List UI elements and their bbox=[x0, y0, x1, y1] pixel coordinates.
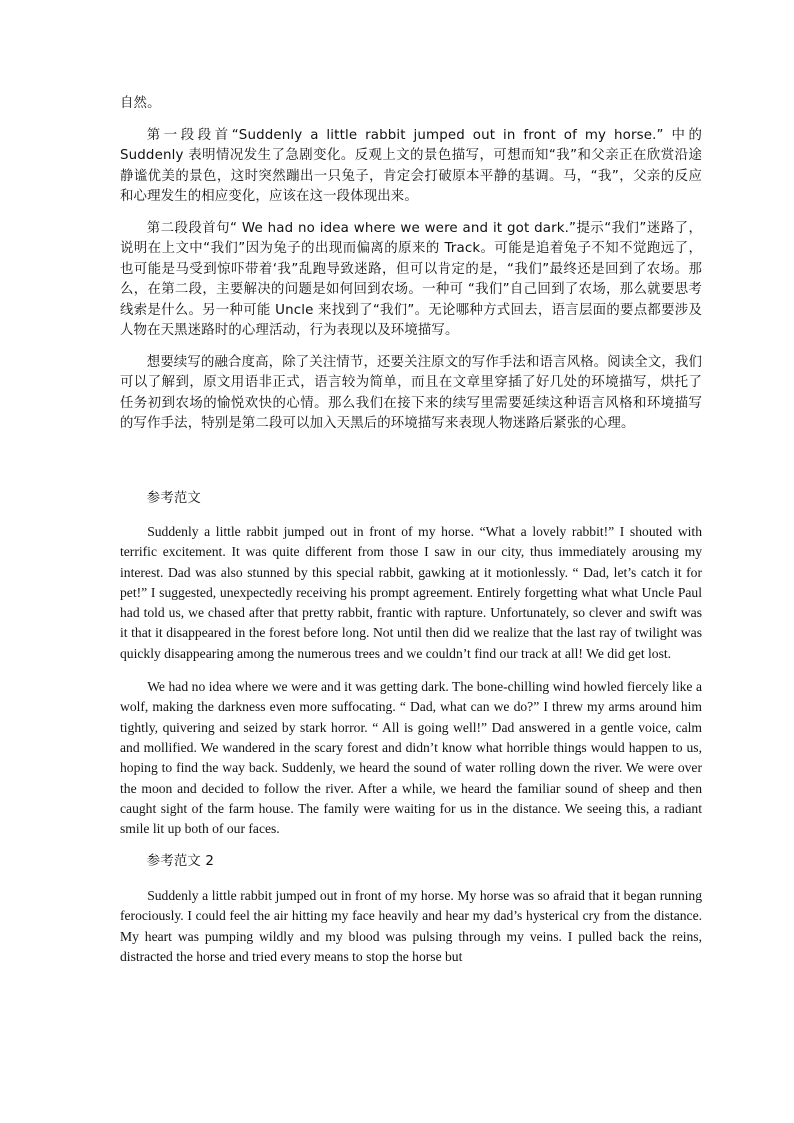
sample-1-paragraph-1: Suddenly a little rabbit jumped out in front of my horse. “What a lovely rabbit!” I shouted with terrific excitement. It was quite different from those I saw in our city, thus immediately arousing my interest. Dad was also stunned by this special rabbit, gawking at it motionlessly. “ Dad, let’s catch it for pet!” I suggested, unexpectedly receiving his prompt agreement. Entirely forgetting what what Uncle Paul had told us, we chased after that pretty rabbit, frantic with rapture. Unfortunately, so clever and swift was it that it disappeared in the forest before long. Not until then did we realize that the last ray of twilight was quickly disappearing among the numerous trees and we couldn’t find our track at all! We did get lost. bbox=[120, 524, 702, 661]
paragraph-analysis-3: 想要续写的融合度高，除了关注情节，还要关注原文的写作手法和语言风格。阅读全文，我们可以了解到，原文用语非正式，语言较为简单，而且在文章里穿插了好几处的环境描写，烘托了任务初到农场的愉悦欢快的心情。那么我们在接下来的续写里需要延续这种语言风格和环境描写的写作手法，特别是第二段可以加入天黑后的环境描写来表现人物迷路后紧张的心理。 bbox=[120, 354, 702, 431]
sample-2-heading: 参考范文 2 bbox=[146, 854, 215, 870]
paragraph-intro: 自然。 bbox=[120, 96, 161, 111]
paragraph-analysis-1: 第一段段首“Suddenly a little rabbit jumped out in front of my horse.” 中的 Suddenly 表明情况发生了急剧变化。反观上文的景色描写，可想而知“我”和父亲正在欣赏沿途静谧优美的景色，这时突然蹦出一只兔子，肯定会打破原本平静的基调。马，“我”，父亲的反应和心理发生的相应变化，应该在这一段体现出来。 bbox=[120, 127, 702, 204]
sample-1-heading: 参考范文 bbox=[146, 490, 201, 506]
paragraph-analysis-2: 第二段段首句“ We had no idea where we were and it got dark.”提示“我们”迷路了，说明在上文中“我们”因为兔子的出现而偏离的原来的 Track。可能是追着兔子不知不觉跑远了，也可能是马受到惊吓带着‘我”乱跑导致迷路，但可以肯定的是，“我们”最终还是回到了农场。那么，在第二段，主要解决的问题是如何回到农场。一种可 “我们”自己回到了农场，那么就要思考线索是什么。另一种可能 Uncle 来找到了“我们”。无论哪种方式回去，语言层面的要点都要涉及人物在天黑迷路时的心理活动，行为表现以及环境描写。 bbox=[120, 220, 702, 338]
sample-2-paragraph-1: Suddenly a little rabbit jumped out in front of my horse. My horse was so afraid that it began running ferociously. I could feel the air hitting my face heavily and hear my dad’s hysterical cry from the distance. My heart was pumping wildly and my blood was pulsing through my veins. I pulled back the reins, distracted the horse and tried every means to stop the horse but bbox=[120, 887, 702, 964]
sample-1-paragraph-2: We had no idea where we were and it was getting dark. The bone-chilling wind howled fiercely like a wolf, making the darkness even more suffocating. “ Dad, what can we do?” I threw my arms around him tightly, quivering and seized by stark horror. “ All is going well!” Dad answered in a gentle voice, calm and mollified. We wandered in the scary forest and didn’t know what horrible things would happen to us, hoping to find the way back. Suddenly, we heard the sound of water rolling down the river. We were over the moon and decided to follow the river. After a while, we heard the familiar sound of sheep and then caught sight of the farm house. The family were waiting for us in the distance. We seeing this, a radiant smile lit up both of our faces. bbox=[120, 679, 702, 837]
